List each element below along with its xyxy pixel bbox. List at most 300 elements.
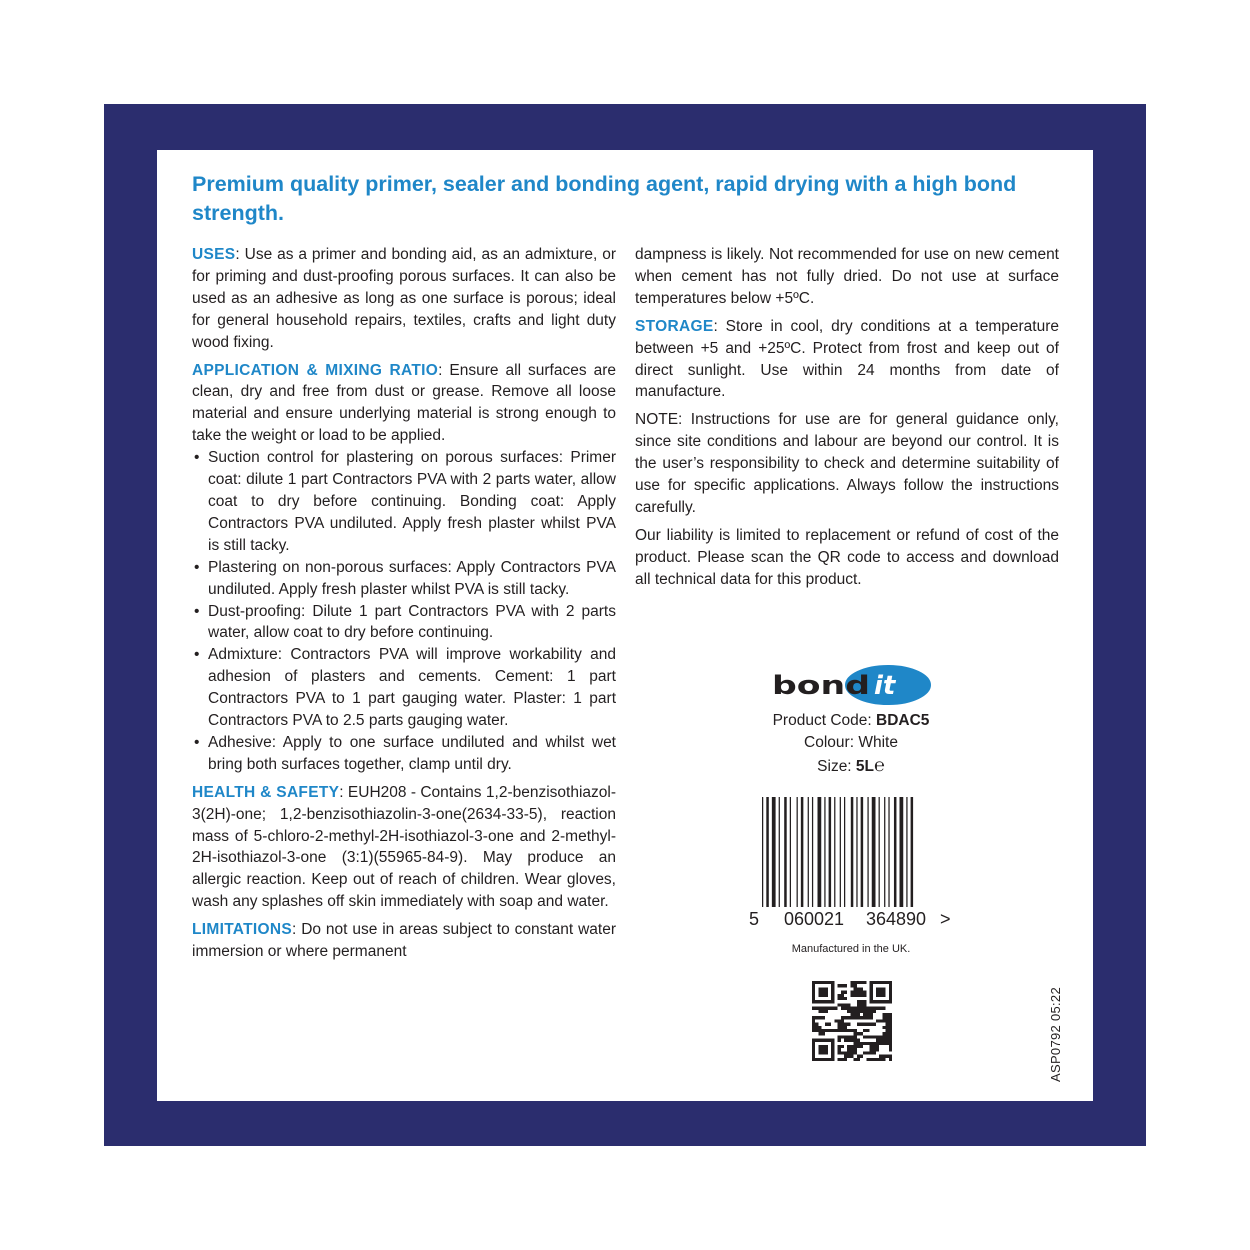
qr-module xyxy=(889,991,892,994)
health-heading: HEALTH & SAFETY xyxy=(192,783,340,801)
qr-module xyxy=(863,1051,866,1054)
qr-module xyxy=(889,1045,892,1048)
qr-module xyxy=(870,1048,873,1051)
barcode-bar xyxy=(824,797,825,907)
bond-it-logo xyxy=(770,662,932,708)
qr-module xyxy=(854,991,857,994)
qr-module xyxy=(818,1058,821,1061)
qr-module xyxy=(838,997,841,1000)
qr-module xyxy=(838,1026,841,1029)
qr-module xyxy=(850,1051,853,1054)
qr-module xyxy=(838,1048,841,1051)
qr-module xyxy=(812,1026,815,1029)
qr-module xyxy=(831,987,834,990)
qr-module xyxy=(831,1039,834,1042)
health-paragraph xyxy=(192,782,616,913)
qr-module xyxy=(818,981,821,984)
barcode-bar xyxy=(844,797,845,907)
liability-paragraph: Our liability is limited to replacement or refund of cost of the product. Please scan the QR code to access and download all technical data for this product. xyxy=(635,526,1059,588)
barcode-bar xyxy=(801,797,804,907)
qr-module xyxy=(873,1000,876,1003)
qr-module xyxy=(828,1000,831,1003)
qr-module xyxy=(847,1007,850,1010)
barcode-arrow: > xyxy=(940,909,951,929)
qr-module xyxy=(844,1029,847,1032)
qr-module xyxy=(866,1016,869,1019)
qr-module xyxy=(825,1058,828,1061)
qr-module xyxy=(889,1048,892,1051)
qr-module xyxy=(889,1016,892,1019)
qr-module xyxy=(828,1007,831,1010)
qr-module xyxy=(860,1010,863,1013)
qr-module xyxy=(854,1042,857,1045)
qr-module xyxy=(886,1029,889,1032)
qr-module xyxy=(818,1026,821,1029)
qr-module xyxy=(889,981,892,984)
qr-module xyxy=(882,1026,885,1029)
qr-module xyxy=(831,991,834,994)
qr-module xyxy=(841,984,844,987)
storage-heading: STORAGE xyxy=(635,317,714,335)
barcode-bar xyxy=(784,797,787,907)
qr-module xyxy=(847,1051,850,1054)
qr-module xyxy=(850,1013,853,1016)
qr-module xyxy=(889,1058,892,1061)
qr-module xyxy=(854,1029,857,1032)
qr-module xyxy=(850,1035,853,1038)
qr-module xyxy=(854,994,857,997)
qr-module xyxy=(844,1023,847,1026)
limitations-continued: dampness is likely. Not recommended for use on new cement when cement has not fully dried. Do not use at surface temperatures below +5ºC. xyxy=(635,246,1059,307)
qr-module xyxy=(825,1000,828,1003)
qr-module xyxy=(857,994,860,997)
qr-module xyxy=(841,1058,844,1061)
headline: Premium quality primer, sealer and bonding agent, rapid drying with a high bond strength. xyxy=(192,172,1017,225)
qr-module xyxy=(886,1039,889,1042)
qr-module xyxy=(818,991,821,994)
qr-module xyxy=(841,1007,844,1010)
qr-module xyxy=(886,1016,889,1019)
qr-module xyxy=(863,1023,866,1026)
qr-module xyxy=(815,1016,818,1019)
qr-module xyxy=(866,1051,869,1054)
qr-module xyxy=(825,1045,828,1048)
qr-module xyxy=(825,1010,828,1013)
qr-module xyxy=(860,1000,863,1003)
qr-module xyxy=(822,994,825,997)
barcode-bar xyxy=(911,797,914,907)
qr-module xyxy=(886,1055,889,1058)
qr-module xyxy=(886,1035,889,1038)
qr-module xyxy=(882,981,885,984)
qr-module xyxy=(841,1019,844,1022)
qr-module xyxy=(870,994,873,997)
qr-module xyxy=(834,1019,837,1022)
qr-module xyxy=(812,1058,815,1061)
barcode-digit-first: 5 xyxy=(749,909,760,929)
qr-module xyxy=(886,1023,889,1026)
qr-module xyxy=(889,1029,892,1032)
bullet-suction-control: • Suction control for plastering on porous surfaces: Primer coat: dilute 1 part Contractors PVA with 2 parts water, allow coat to dry before continuing. Bonding coat: Apply Contractors PVA undiluted. Apply fresh plaster whilst PVA is still tacky. xyxy=(192,447,616,557)
qr-module xyxy=(863,1003,866,1006)
qr-module xyxy=(818,1007,821,1010)
qr-module xyxy=(882,994,885,997)
qr-module xyxy=(844,1039,847,1042)
qr-module xyxy=(847,1010,850,1013)
qr-module xyxy=(879,987,882,990)
qr-module xyxy=(822,1029,825,1032)
qr-module xyxy=(870,991,873,994)
qr-module xyxy=(886,1013,889,1016)
qr-module xyxy=(860,991,863,994)
qr-module xyxy=(850,994,853,997)
qr-module xyxy=(847,1016,850,1019)
qr-module xyxy=(882,1035,885,1038)
bullet-admixture: • Admixture: Contractors PVA will improve workability and adhesion of plasters and cements. Cement: 1 part Contractors PVA to 1 part gauging water. Plaster: 1 part Contractors PVA to 2.5 parts gauging water. xyxy=(192,644,616,732)
qr-module xyxy=(838,994,841,997)
qr-module xyxy=(831,1051,834,1054)
qr-module xyxy=(815,1058,818,1061)
qr-module xyxy=(889,1035,892,1038)
barcode-bar xyxy=(808,797,809,907)
qr-module xyxy=(831,1007,834,1010)
barcode-bar xyxy=(900,797,904,907)
uses-heading: USES xyxy=(192,246,236,263)
barcode-bar xyxy=(867,797,868,907)
qr-module xyxy=(822,987,825,990)
qr-module xyxy=(879,1042,882,1045)
qr-module xyxy=(866,1035,869,1038)
qr-module xyxy=(818,1045,821,1048)
qr-module xyxy=(847,1048,850,1051)
qr-module xyxy=(889,1039,892,1042)
batch-code-vertical: ASP0792 05:22 xyxy=(1048,987,1063,1082)
qr-module xyxy=(876,987,879,990)
qr-module xyxy=(854,984,857,987)
qr-module xyxy=(854,1007,857,1010)
qr-module xyxy=(857,1055,860,1058)
qr-module xyxy=(882,1032,885,1035)
qr-module xyxy=(882,1019,885,1022)
qr-module xyxy=(844,1058,847,1061)
manufactured-note: Manufactured in the UK. xyxy=(791,943,911,955)
qr-module xyxy=(863,1013,866,1016)
product-info xyxy=(735,710,967,778)
qr-module xyxy=(815,1039,818,1042)
qr-module xyxy=(882,1000,885,1003)
qr-module xyxy=(838,1019,841,1022)
qr-module xyxy=(889,994,892,997)
qr-module xyxy=(870,1023,873,1026)
qr-module xyxy=(818,1039,821,1042)
qr-module xyxy=(876,1042,879,1045)
qr-module xyxy=(870,981,873,984)
qr-module xyxy=(879,1055,882,1058)
qr-module xyxy=(882,1055,885,1058)
qr-module xyxy=(822,1058,825,1061)
qr-module xyxy=(831,994,834,997)
qr-module xyxy=(870,984,873,987)
qr-module xyxy=(828,1023,831,1026)
qr-module xyxy=(886,1026,889,1029)
qr-module xyxy=(841,1003,844,1006)
uses-text: : Use as a primer and bonding aid, as an admixture, or for priming and dust-proofing porous surfaces. It can also be used as an adhesive as long as one surface is porous; ideal for general household repairs, textiles, crafts and light duty wood fixing. xyxy=(192,246,616,351)
barcode-bar xyxy=(779,797,780,907)
qr-module xyxy=(818,1051,821,1054)
qr-module xyxy=(834,1007,837,1010)
barcode-bar xyxy=(797,797,798,907)
qr-module xyxy=(850,981,853,984)
qr-module xyxy=(847,1023,850,1026)
qr-module xyxy=(850,1039,853,1042)
qr-module xyxy=(825,1048,828,1051)
barcode-bar xyxy=(856,797,857,907)
qr-module xyxy=(863,1029,866,1032)
qr-module xyxy=(850,1055,853,1058)
qr-module xyxy=(854,987,857,990)
qr-module xyxy=(857,1023,860,1026)
qr-module xyxy=(860,994,863,997)
storage-paragraph xyxy=(635,316,1059,404)
barcode-bar xyxy=(879,797,880,907)
qr-module xyxy=(863,1016,866,1019)
barcode-bar xyxy=(884,797,885,907)
qr-module xyxy=(879,1007,882,1010)
uses-paragraph xyxy=(192,244,616,354)
qr-module xyxy=(882,1016,885,1019)
qr-module xyxy=(812,1051,815,1054)
barcode-bar xyxy=(762,797,763,907)
qr-module xyxy=(854,1035,857,1038)
qr-module xyxy=(863,1042,866,1045)
qr-module xyxy=(863,1000,866,1003)
barcode-bar xyxy=(829,797,832,907)
qr-module xyxy=(828,1029,831,1032)
qr-module xyxy=(889,987,892,990)
qr-module xyxy=(818,1010,821,1013)
qr-module xyxy=(838,1023,841,1026)
qr-module xyxy=(857,1007,860,1010)
barcode-bar xyxy=(888,797,889,907)
qr-module xyxy=(876,991,879,994)
qr-module xyxy=(870,997,873,1000)
qr-module xyxy=(818,1029,821,1032)
qr-module xyxy=(873,1042,876,1045)
barcode-bar xyxy=(894,797,897,907)
qr-module xyxy=(866,1007,869,1010)
qr-module xyxy=(822,981,825,984)
qr-module xyxy=(850,1029,853,1032)
application-text: : Ensure all surfaces are clean, dry and free from dust or grease. Remove all loose material and ensure underlying material is strong enough to take the weight or load to be applied. xyxy=(192,361,617,445)
qr-module xyxy=(870,1016,873,1019)
qr-module xyxy=(815,1026,818,1029)
estimated-sign-icon: ℮ xyxy=(874,755,885,775)
qr-module xyxy=(873,1035,876,1038)
barcode-digits-right: 364890 xyxy=(866,909,927,929)
size-value: 5L xyxy=(855,758,875,775)
qr-module xyxy=(812,1039,815,1042)
qr-module xyxy=(866,1042,869,1045)
qr-module xyxy=(822,1048,825,1051)
qr-module xyxy=(857,1039,860,1042)
application-heading: APPLICATION & MIXING RATIO xyxy=(192,361,439,379)
right-column xyxy=(635,244,1059,597)
left-column xyxy=(192,244,616,969)
qr-module xyxy=(863,1010,866,1013)
qr-module xyxy=(873,1010,876,1013)
qr-module xyxy=(857,981,860,984)
barcode-bar xyxy=(790,797,791,907)
qr-module xyxy=(847,1045,850,1048)
colour-line: Colour: White xyxy=(804,734,898,751)
barcode-bar xyxy=(766,797,769,907)
qr-module xyxy=(831,1048,834,1051)
qr-module xyxy=(831,1058,834,1061)
qr-module xyxy=(831,1042,834,1045)
qr-module xyxy=(882,1007,885,1010)
qr-module xyxy=(812,1045,815,1048)
qr-module xyxy=(889,984,892,987)
qr-module xyxy=(870,1051,873,1054)
qr-module xyxy=(863,1007,866,1010)
qr-module xyxy=(850,991,853,994)
qr-module xyxy=(866,1058,869,1061)
qr-module xyxy=(870,1013,873,1016)
qr-module xyxy=(866,1013,869,1016)
qr-module xyxy=(870,1010,873,1013)
qr-module xyxy=(879,981,882,984)
qr-module xyxy=(850,1045,853,1048)
qr-module xyxy=(818,1032,821,1035)
limitations-text: : Do not use in areas subject to constant water immersion or where permanent xyxy=(192,921,616,961)
qr-modules xyxy=(812,981,892,1061)
qr-module xyxy=(828,1058,831,1061)
qr-module xyxy=(854,1039,857,1042)
qr-module xyxy=(854,1013,857,1016)
barcode-bar xyxy=(861,797,864,907)
qr-module xyxy=(841,1035,844,1038)
qr-module xyxy=(854,1016,857,1019)
qr-module xyxy=(870,1000,873,1003)
qr-module xyxy=(838,1035,841,1038)
qr-module xyxy=(815,1023,818,1026)
qr-module xyxy=(876,1035,879,1038)
qr-module xyxy=(889,997,892,1000)
qr-module xyxy=(882,1058,885,1061)
qr-module xyxy=(889,1026,892,1029)
qr-module xyxy=(863,994,866,997)
qr-module xyxy=(860,1007,863,1010)
barcode-bar xyxy=(818,797,822,907)
qr-module xyxy=(850,1007,853,1010)
qr-module xyxy=(889,1032,892,1035)
qr-module xyxy=(860,1023,863,1026)
qr-module xyxy=(857,1016,860,1019)
qr-module xyxy=(838,1051,841,1054)
qr-module xyxy=(857,1003,860,1006)
qr-module xyxy=(857,1013,860,1016)
qr-module xyxy=(879,1058,882,1061)
barcode xyxy=(744,795,954,935)
application-paragraph xyxy=(192,360,616,448)
qr-module xyxy=(815,981,818,984)
qr-module xyxy=(854,981,857,984)
bullet-non-porous: • Plastering on non-porous surfaces: Apply Contractors PVA undiluted. Apply fresh plaster whilst PVA is still tacky. xyxy=(192,557,616,601)
limitations-paragraph xyxy=(192,919,616,963)
barcode-bar xyxy=(812,797,813,907)
qr-module xyxy=(850,1048,853,1051)
qr-module xyxy=(841,991,844,994)
barcode-digits-left: 060021 xyxy=(784,909,845,929)
qr-module xyxy=(815,1029,818,1032)
qr-module xyxy=(863,981,866,984)
qr-module xyxy=(812,997,815,1000)
qr-module xyxy=(857,1010,860,1013)
qr-module xyxy=(812,1023,815,1026)
qr-module xyxy=(886,1032,889,1035)
qr-module xyxy=(889,1042,892,1045)
qr-module xyxy=(844,1051,847,1054)
qr-module xyxy=(838,1003,841,1006)
qr-module xyxy=(818,1048,821,1051)
qr-module xyxy=(825,994,828,997)
qr-module xyxy=(822,1045,825,1048)
barcode-bar xyxy=(834,797,835,907)
qr-module xyxy=(882,1013,885,1016)
qr-module xyxy=(844,1055,847,1058)
qr-module xyxy=(841,994,844,997)
qr-module xyxy=(841,1026,844,1029)
qr-module xyxy=(825,987,828,990)
qr-module xyxy=(889,1013,892,1016)
qr-module xyxy=(838,1058,841,1061)
size-line: Size: 5L℮ xyxy=(817,755,885,775)
qr-module xyxy=(822,1010,825,1013)
note-paragraph: NOTE: Instructions for use are for general guidance only, since site conditions and labour are beyond our control. It is the user’s responsibility to check and determine suitability of use for specific applications. Always follow the instructions carefully. xyxy=(635,411,1059,516)
qr-module xyxy=(876,1000,879,1003)
qr-module xyxy=(838,1039,841,1042)
product-code: BDAC5 xyxy=(876,712,930,729)
qr-module xyxy=(812,1055,815,1058)
qr-module xyxy=(870,1007,873,1010)
qr-module xyxy=(854,1010,857,1013)
qr-module xyxy=(841,1016,844,1019)
qr-module xyxy=(873,981,876,984)
qr-module xyxy=(831,981,834,984)
svg-text:it: it xyxy=(874,671,896,701)
qr-module xyxy=(857,1032,860,1035)
qr-module xyxy=(850,1010,853,1013)
qr-module xyxy=(882,1042,885,1045)
qr-module xyxy=(818,987,821,990)
qr-module xyxy=(818,1016,821,1019)
barcode-bar xyxy=(772,797,776,907)
qr-module xyxy=(825,981,828,984)
qr-module xyxy=(818,1000,821,1003)
qr-module xyxy=(841,1051,844,1054)
qr-module xyxy=(886,981,889,984)
barcode-bar xyxy=(840,797,841,907)
qr-module xyxy=(815,1007,818,1010)
qr-module xyxy=(812,984,815,987)
qr-module xyxy=(812,1029,815,1032)
qr-module xyxy=(831,1029,834,1032)
qr-module xyxy=(822,1039,825,1042)
barcode-bars xyxy=(762,797,913,907)
qr-module xyxy=(886,1042,889,1045)
qr-module xyxy=(834,1029,837,1032)
qr-module xyxy=(825,1023,828,1026)
